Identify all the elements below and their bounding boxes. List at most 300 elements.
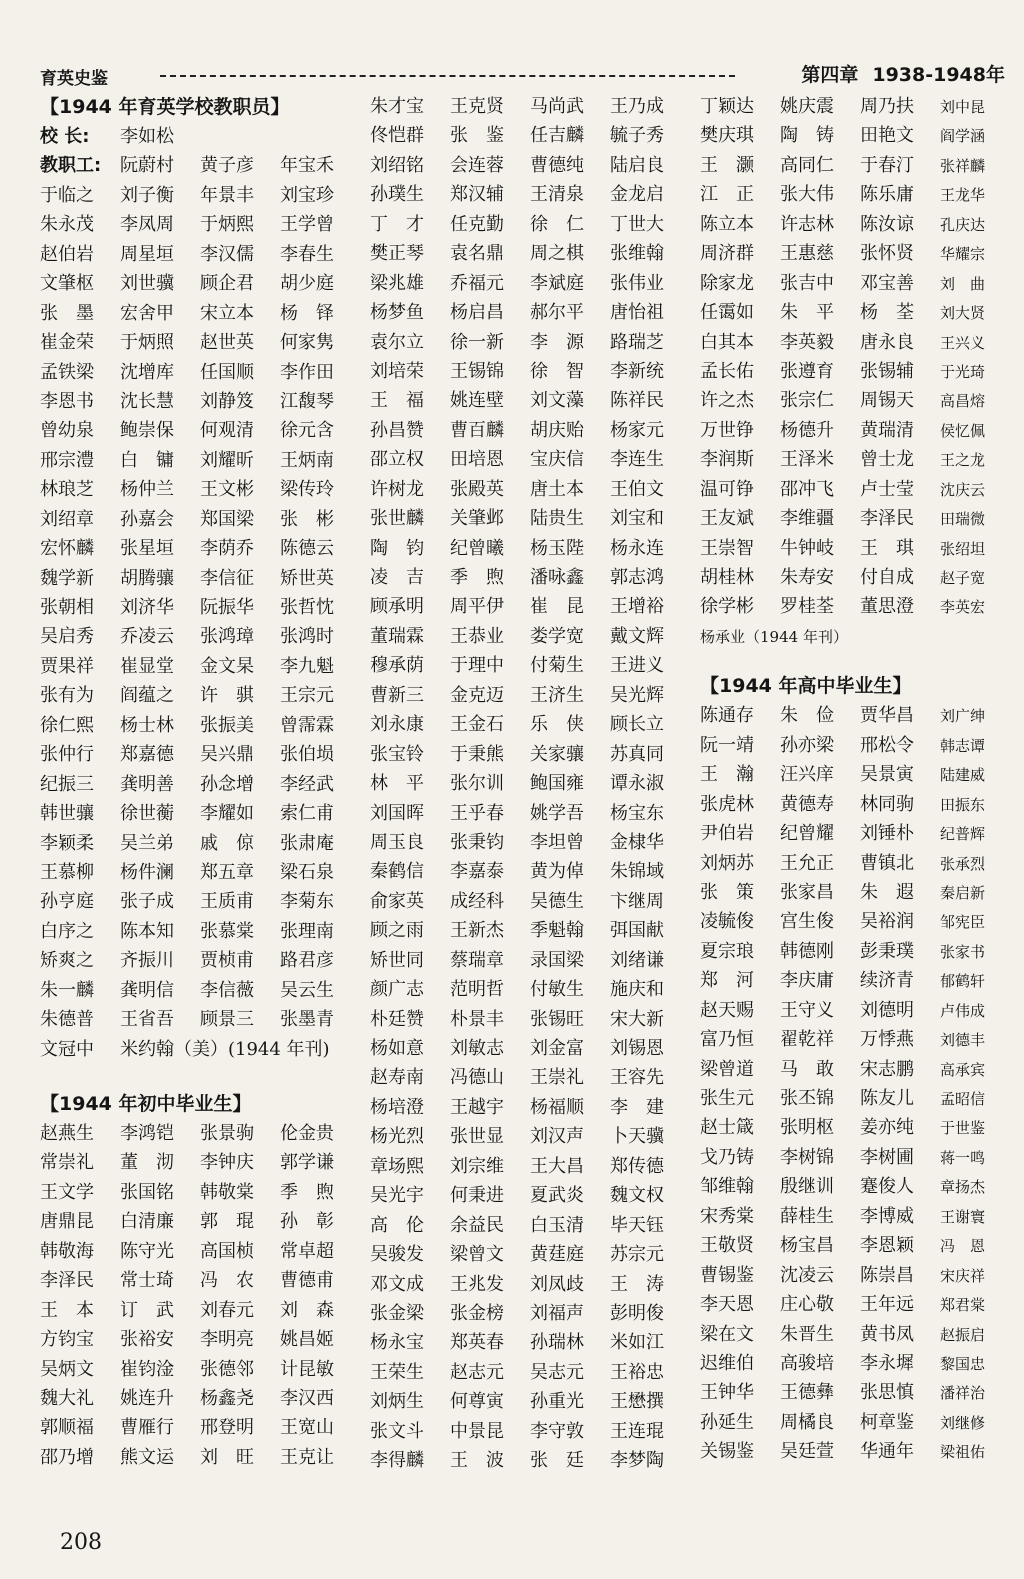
name-cell: 丁 才 [370, 213, 424, 235]
name-cell: 孙璞生 [370, 184, 424, 206]
name-cell: 张殿英 [450, 478, 504, 500]
name-cell: 曹雁行 [120, 1417, 174, 1439]
name-cell: 胡庆贻 [530, 419, 584, 441]
name-cell: 王崇礼 [530, 1067, 584, 1089]
name-cell: 刘大贤 [940, 304, 986, 323]
name-row [700, 1113, 1000, 1142]
name-cell: 刘 曲 [940, 274, 986, 293]
name-cell: 刘广绅 [940, 707, 986, 726]
name-row [40, 1119, 370, 1148]
name-cell: 刘继修 [940, 1413, 986, 1432]
name-row [700, 328, 1000, 357]
name-cell: 王克让 [280, 1446, 334, 1468]
name-cell: 张理南 [280, 920, 334, 942]
name-row [700, 790, 1000, 819]
name-cell: 年宝禾 [280, 155, 334, 177]
name-cell: 崔钧淦 [120, 1358, 174, 1380]
name-cell: 张世麟 [370, 508, 424, 530]
name-cell: 金克迈 [450, 684, 504, 706]
name-cell: 韩敬海 [40, 1240, 94, 1262]
name-cell: 白玉清 [530, 1214, 584, 1236]
name-cell: 白其本 [700, 331, 754, 353]
name-row [40, 770, 370, 799]
name-cell: 王兆发 [450, 1273, 504, 1295]
name-cell: 谭永淑 [610, 773, 664, 795]
name-cell: 魏学新 [40, 567, 94, 589]
name-cell: 赵寿南 [370, 1067, 424, 1089]
name-cell: 王裕忠 [610, 1361, 664, 1383]
section-gap [700, 651, 1000, 671]
name-cell: 刘文藻 [530, 390, 584, 412]
name-cell: 戈乃铸 [700, 1146, 754, 1168]
name-cell: 王越宇 [450, 1096, 504, 1118]
name-cell: 徐一新 [450, 331, 504, 353]
name-cell: 施庆和 [610, 979, 664, 1001]
name-row [370, 1299, 695, 1328]
name-cell: 张 彬 [280, 508, 334, 530]
name-cell: 刘锡恩 [610, 1038, 664, 1059]
name-cell: 翟乾祥 [780, 1029, 834, 1051]
name-cell: 鲍国雍 [530, 773, 584, 795]
name-row [700, 357, 1000, 386]
name-cell: 田艳文 [860, 125, 914, 147]
name-cell: 李润斯 [700, 449, 754, 471]
chapter-years: 1938-1948年 [872, 64, 1005, 86]
name-cell: 关肇邺 [450, 508, 504, 530]
name-cell: 蔡瑞章 [450, 949, 504, 971]
section-gap [40, 1064, 370, 1089]
name-cell: 穆承荫 [370, 655, 424, 677]
name-cell: 曹锡鉴 [700, 1264, 754, 1286]
name-cell: 纪曾曦 [450, 537, 504, 559]
name-row [40, 622, 370, 651]
name-cell: 郭顺福 [40, 1417, 94, 1439]
name-cell: 侯忆佩 [940, 421, 986, 440]
name-cell: 秦鹤信 [370, 861, 424, 883]
name-cell: 李泽民 [860, 508, 914, 530]
column-3 [700, 92, 1000, 1467]
name-cell: 佟恺群 [370, 125, 424, 147]
name-cell: 黎国忠 [940, 1354, 986, 1373]
name-row [370, 828, 695, 857]
name-cell: 杨永连 [610, 537, 664, 559]
name-cell: 颜广志 [370, 979, 424, 1001]
name-cell: 张世显 [450, 1126, 504, 1148]
name-row [700, 1084, 1000, 1113]
name-row [700, 1172, 1000, 1201]
name-cell: 潘咏鑫 [530, 567, 584, 588]
name-row [700, 760, 1000, 789]
column-2 [370, 92, 695, 1476]
name-cell: 张家书 [940, 942, 986, 961]
name-cell: 赵燕生 [40, 1123, 94, 1144]
name-cell: 赵士箴 [700, 1117, 754, 1139]
name-cell: 王济生 [530, 684, 584, 706]
name-cell: 朱德普 [40, 1009, 94, 1031]
name-cell: 郑君棠 [940, 1296, 986, 1315]
name-row [370, 1446, 695, 1475]
junior-graduates-list-continued [370, 92, 695, 1476]
name-cell: 路瑞芝 [610, 331, 664, 353]
name-cell: 王容先 [610, 1067, 664, 1089]
name-cell: 吴骏发 [370, 1244, 424, 1266]
name-cell: 李汉西 [280, 1387, 334, 1409]
name-cell: 李庆庸 [780, 970, 834, 992]
name-row [700, 239, 1000, 268]
name-row [370, 1063, 695, 1092]
principal-label: 校 长: [40, 126, 90, 147]
name-row [370, 681, 695, 710]
name-row [370, 887, 695, 916]
name-row [370, 799, 695, 828]
name-cell: 张金梁 [370, 1302, 424, 1324]
name-cell: 杨 铎 [280, 302, 334, 324]
name-cell: 张锡旺 [530, 1008, 584, 1030]
name-cell: 沈庆云 [940, 480, 986, 499]
name-cell: 秦启新 [940, 883, 986, 902]
name-cell: 李梦陶 [610, 1450, 664, 1472]
name-row [700, 592, 1000, 621]
name-cell: 贾华昌 [860, 705, 914, 727]
name-cell: 于光琦 [940, 362, 986, 381]
name-row [700, 386, 1000, 415]
name-cell: 朱永茂 [40, 214, 94, 236]
name-cell: 孙重光 [530, 1391, 584, 1413]
name-cell: 余益民 [450, 1214, 504, 1236]
name-cell: 陈祥民 [610, 390, 664, 412]
name-cell: 常卓超 [280, 1240, 334, 1262]
chapter-label: 第四章 [801, 64, 859, 86]
name-row [370, 592, 695, 621]
name-cell: 苏真同 [610, 743, 664, 765]
name-cell: 矫世同 [370, 949, 424, 971]
page-header [40, 56, 1005, 96]
name-cell: 高同仁 [780, 154, 834, 176]
name-cell: 陶 钧 [370, 537, 424, 559]
name-cell: 纪曾耀 [780, 823, 834, 845]
name-cell: 李天恩 [700, 1294, 754, 1316]
name-cell: 会连蓉 [450, 154, 504, 176]
name-cell: 邹维翰 [700, 1176, 754, 1198]
name-cell: 蒋一鸣 [940, 1148, 986, 1167]
name-cell: 姚学吾 [530, 802, 584, 824]
name-cell: 杨启昌 [450, 302, 504, 324]
name-cell: 姜亦纯 [860, 1117, 914, 1139]
name-cell: 周橘良 [780, 1411, 834, 1433]
name-row [370, 445, 695, 474]
name-cell: 李英宏 [940, 598, 986, 617]
name-cell: 周济群 [700, 243, 754, 265]
name-cell: 王乃成 [610, 96, 664, 117]
name-row [370, 180, 695, 209]
name-cell: 吴光辉 [610, 684, 664, 706]
name-cell: 王文彬 [200, 479, 254, 501]
name-cell: 赵天赐 [700, 999, 754, 1021]
junior-section-title: 【1944 年初中毕业生】 [40, 1093, 252, 1115]
name-cell: 杨福顺 [530, 1096, 584, 1118]
name-cell: 何家隽 [280, 332, 334, 354]
name-cell: 刘永康 [370, 714, 424, 736]
name-row [370, 1122, 695, 1151]
name-cell: 袁名鼎 [450, 243, 504, 265]
name-cell: 邢登明 [200, 1417, 254, 1439]
name-cell: 高骏培 [780, 1352, 834, 1374]
name-cell: 王乎春 [450, 802, 504, 824]
name-row [700, 1320, 1000, 1349]
name-row [370, 328, 695, 357]
name-cell: 阮一靖 [700, 734, 754, 756]
name-cell: 唐永良 [860, 331, 914, 353]
name-row [370, 534, 695, 563]
name-cell: 张哲忱 [280, 597, 334, 618]
name-row [370, 563, 695, 592]
name-cell: 王德彝 [780, 1382, 834, 1404]
name-cell: 殷继训 [780, 1176, 834, 1198]
name-cell: 胡腾骧 [120, 567, 174, 589]
name-cell: 张祥麟 [940, 156, 986, 175]
name-row [370, 475, 695, 504]
name-cell: 李永墀 [860, 1352, 914, 1374]
name-cell: 陈崇昌 [860, 1264, 914, 1286]
name-row [700, 534, 1000, 563]
name-cell: 冯 农 [200, 1270, 254, 1292]
name-row [370, 1240, 695, 1269]
name-row [370, 1211, 695, 1240]
name-cell: 赵子宽 [940, 569, 986, 587]
name-cell: 高承宾 [940, 1060, 986, 1079]
name-cell: 杨鑫尧 [200, 1387, 254, 1409]
name-cell: 万世铮 [700, 419, 754, 441]
name-cell: 韩世骧 [40, 803, 94, 825]
name-cell: 李新统 [610, 360, 664, 382]
name-cell: 汪兴庠 [780, 764, 834, 786]
name-cell: 高 伦 [370, 1214, 424, 1236]
name-cell: 杨宝昌 [780, 1235, 834, 1257]
name-row [370, 975, 695, 1004]
name-cell: 徐世蘅 [120, 803, 174, 825]
name-cell: 王谢寰 [940, 1207, 986, 1226]
name-cell: 龚明信 [120, 979, 174, 1001]
name-cell: 郑 河 [700, 970, 754, 992]
name-cell: 白 镛 [120, 449, 174, 471]
name-cell: 王钟华 [700, 1382, 754, 1404]
name-cell: 方钧宝 [40, 1329, 94, 1351]
name-row [370, 1270, 695, 1299]
name-cell: 姚庆震 [780, 96, 834, 117]
name-row [40, 946, 370, 975]
name-cell: 刘金富 [530, 1038, 584, 1059]
name-cell: 曹百麟 [450, 419, 504, 441]
name-cell: 成经科 [450, 890, 504, 912]
name-cell: 李守敦 [530, 1420, 584, 1442]
book-title: 育英史鉴 [40, 69, 108, 89]
name-cell: 孙嘉会 [120, 508, 174, 530]
name-cell: 订 武 [120, 1299, 174, 1321]
name-cell: 王之龙 [940, 451, 986, 470]
name-row [700, 504, 1000, 533]
name-row [370, 1093, 695, 1122]
name-cell: 梁曾道 [700, 1058, 754, 1080]
name-cell: 章场熙 [370, 1155, 424, 1177]
name-cell: 郭志鸿 [610, 567, 664, 588]
name-cell: 王金石 [450, 714, 504, 736]
name-cell: 王慕柳 [40, 861, 94, 883]
name-cell: 刘培荣 [370, 360, 424, 382]
name-cell: 赵世英 [200, 332, 254, 354]
name-cell: 顾景三 [200, 1009, 254, 1031]
name-cell: 张丕锦 [780, 1088, 834, 1109]
name-cell: 李鸿铠 [120, 1123, 174, 1144]
name-cell: 郭学谦 [280, 1152, 334, 1174]
name-cell: 李恩书 [40, 390, 94, 412]
name-cell: 孙亦梁 [780, 734, 834, 756]
name-cell: 关锡鉴 [700, 1441, 754, 1463]
name-row [700, 701, 1000, 730]
name-row [700, 819, 1000, 848]
name-cell: 杨培澄 [370, 1096, 424, 1118]
name-cell: 张尔训 [450, 773, 504, 795]
name-row [40, 593, 370, 622]
name-cell: 矫爽之 [40, 950, 94, 972]
name-cell: 孙延生 [700, 1411, 754, 1433]
name-row [700, 1349, 1000, 1378]
name-cell: 黄书凤 [860, 1323, 914, 1345]
name-cell: 阎蕴之 [120, 685, 174, 707]
name-row [40, 1443, 370, 1472]
name-cell: 宋秀棠 [700, 1205, 754, 1227]
name-row [700, 1055, 1000, 1084]
name-cell: 刘 森 [280, 1299, 334, 1321]
name-cell: 李颖柔 [40, 832, 94, 854]
name-cell: 李树锦 [780, 1146, 834, 1168]
name-cell: 彭明俊 [610, 1302, 664, 1324]
name-cell: 丁世大 [610, 213, 664, 235]
name-cell: 张家昌 [780, 881, 834, 903]
name-row [370, 1328, 695, 1357]
name-cell: 吴启秀 [40, 626, 94, 648]
name-cell: 张子成 [120, 891, 174, 913]
name-cell: 任克勤 [450, 213, 504, 235]
name-cell: 马 敢 [780, 1058, 834, 1080]
name-cell: 林琅芝 [40, 479, 94, 501]
name-cell: 付敏生 [530, 979, 584, 1001]
name-cell: 罗桂荃 [780, 596, 834, 618]
name-cell: 潘祥治 [940, 1384, 986, 1403]
name-cell: 张大伟 [780, 184, 834, 206]
name-cell: 夏武炎 [530, 1185, 584, 1207]
name-cell: 阮蔚村 [120, 155, 174, 177]
name-row [370, 946, 695, 975]
staff-label: 教职工: [40, 155, 102, 177]
name-cell: 陆启良 [610, 154, 664, 176]
name-cell: 王宗元 [280, 685, 334, 707]
name-cell: 王惠慈 [780, 243, 834, 265]
name-cell: 张德邻 [200, 1358, 254, 1380]
name-cell: 张朝相 [40, 597, 94, 618]
name-cell: 陈守光 [120, 1240, 174, 1262]
name-cell: 于世鉴 [940, 1119, 986, 1138]
name-cell: 于春汀 [860, 154, 914, 176]
name-cell: 张鸿璋 [200, 626, 254, 648]
name-cell: 常士琦 [120, 1270, 174, 1292]
name-cell: 章扬杰 [940, 1178, 986, 1197]
name-cell: 张有为 [40, 685, 94, 707]
name-cell: 赵伯岩 [40, 243, 94, 265]
name-cell: 张绍坦 [940, 539, 986, 558]
name-cell: 吴志元 [530, 1361, 584, 1383]
name-cell: 梁曾文 [450, 1244, 504, 1266]
name-cell: 朱 俭 [780, 705, 834, 727]
name-cell: 张怀贤 [860, 243, 914, 265]
name-cell: 林同驹 [860, 793, 914, 815]
name-cell: 王荣生 [370, 1361, 424, 1383]
page-number: 208 [60, 1530, 102, 1555]
name-cell: 张伯埙 [280, 744, 334, 766]
name-cell: 崔 昆 [530, 596, 584, 618]
name-cell: 朱才宝 [370, 96, 424, 117]
name-cell: 杨德升 [780, 419, 834, 441]
name-cell: 卢士莹 [860, 478, 914, 500]
name-row [40, 475, 370, 504]
name-cell: 马尚武 [530, 96, 584, 117]
name-cell: 宋庆祥 [940, 1266, 986, 1285]
name-cell: 曹新三 [370, 684, 424, 706]
name-cell: 曹镇北 [860, 852, 914, 874]
name-cell: 王龙华 [940, 186, 986, 205]
name-cell: 金龙启 [610, 184, 664, 206]
col3-note-line [700, 622, 1000, 651]
name-cell: 刘春元 [200, 1299, 254, 1321]
name-cell: 李斌庭 [530, 272, 584, 294]
name-row [700, 996, 1000, 1025]
name-cell: 尹伯岩 [700, 823, 754, 845]
name-row [370, 1417, 695, 1446]
name-cell: 齐振川 [120, 950, 174, 972]
principal-line [40, 122, 370, 151]
name-cell: 卞继周 [610, 890, 664, 912]
name-row [700, 878, 1000, 907]
name-row [700, 563, 1000, 592]
name-row [40, 1296, 370, 1325]
name-cell: 张鸿时 [280, 626, 334, 648]
name-cell: 孔庆达 [940, 215, 986, 234]
name-row [40, 446, 370, 475]
name-cell: 邢松令 [860, 734, 914, 756]
name-cell: 陈乐庸 [860, 184, 914, 206]
name-cell: 邹宪臣 [940, 913, 986, 932]
name-row [40, 1355, 370, 1384]
name-cell: 许树龙 [370, 478, 424, 500]
name-row [370, 269, 695, 298]
name-cell: 李汉儒 [200, 243, 254, 265]
name-cell: 梁在文 [700, 1323, 754, 1345]
name-cell: 孙 彰 [280, 1211, 334, 1233]
name-cell: 孙亨庭 [40, 891, 94, 913]
name-cell: 杨 荃 [860, 302, 914, 324]
name-row [40, 328, 370, 357]
name-cell: 许之杰 [700, 390, 754, 412]
name-cell: 李信征 [200, 567, 254, 589]
name-cell: 姚连升 [120, 1387, 174, 1409]
name-row [700, 1378, 1000, 1407]
name-cell: 王 涛 [610, 1273, 664, 1295]
name-cell: 张景驹 [200, 1123, 254, 1144]
name-cell: 纪普辉 [940, 825, 986, 844]
name-cell: 董瑞霖 [370, 625, 424, 647]
name-cell: 周星垣 [120, 243, 174, 265]
name-row [370, 416, 695, 445]
name-row [370, 622, 695, 651]
